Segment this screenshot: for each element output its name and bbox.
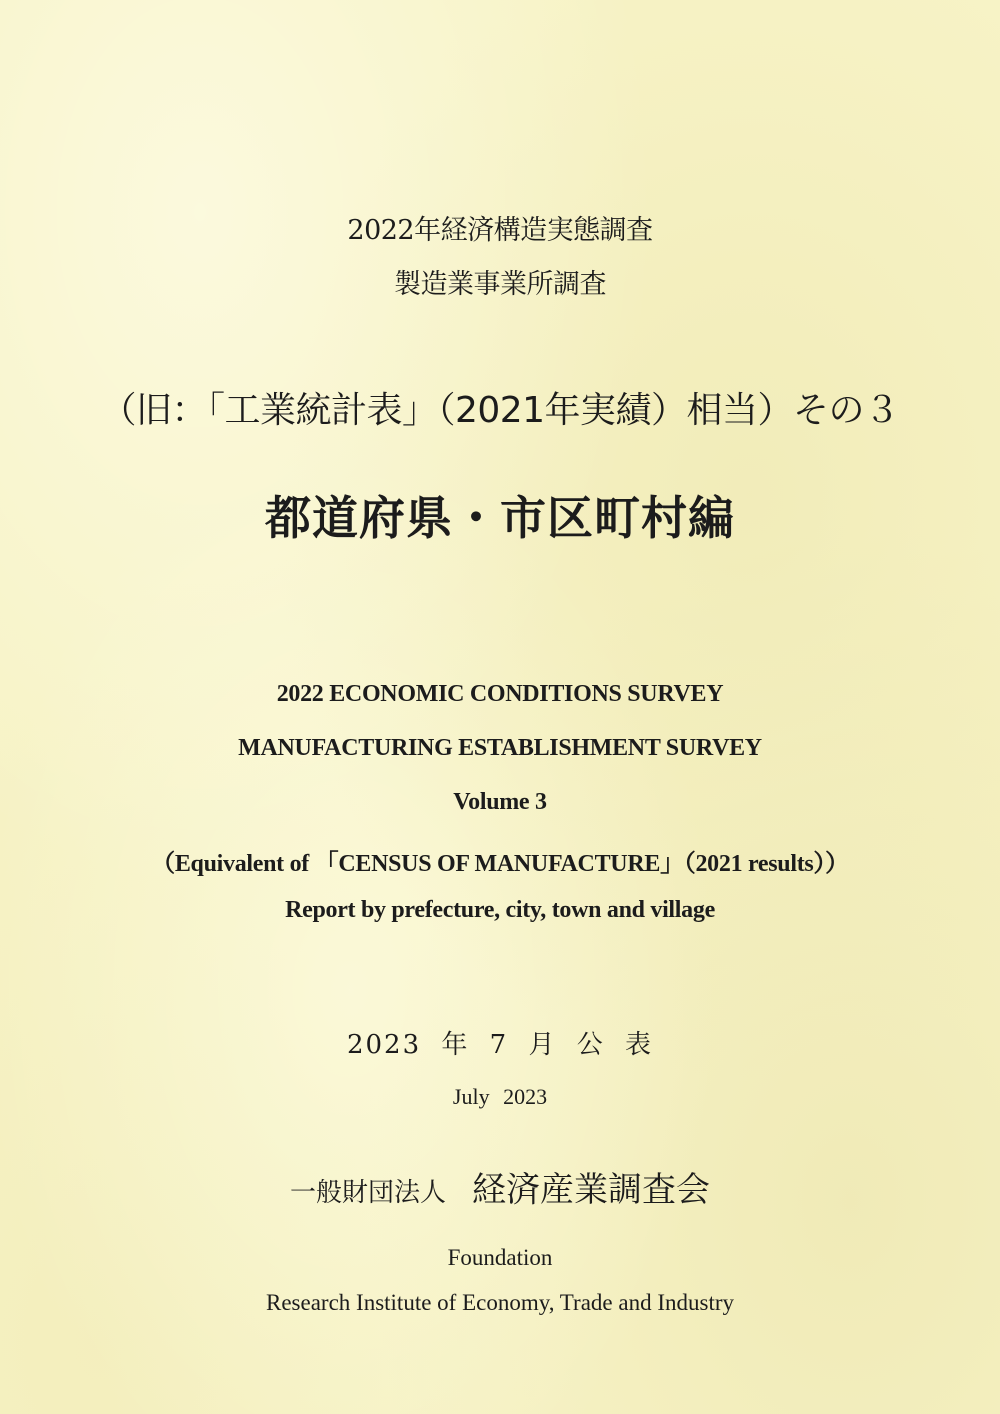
en-publisher-line2: Research Institute of Economy, Trade and Industry bbox=[266, 1290, 734, 1315]
jp-survey-title-line2: 製造業事業所調査 bbox=[394, 269, 606, 300]
jp-publisher-name: 経済産業調査会 bbox=[472, 1170, 710, 1210]
en-survey-title-line2: MANUFACTURING ESTABLISHMENT SURVEY bbox=[238, 735, 762, 761]
en-publish-date: July 2023 bbox=[452, 1084, 548, 1109]
en-volume-number: Volume 3 bbox=[453, 789, 547, 815]
jp-former-title: （旧：「工業統計表」（2021年実績）相当）その３ bbox=[100, 390, 900, 431]
en-report-title: Report by prefecture, city, town and village bbox=[285, 897, 715, 923]
jp-volume-title: 都道府県・市区町村編 bbox=[265, 491, 735, 545]
jp-survey-title-line1: 2022年経済構造実態調査 bbox=[347, 215, 653, 246]
jp-publisher-prefix: 一般財団法人 bbox=[289, 1178, 446, 1208]
en-survey-title-line1: 2022 ECONOMIC CONDITIONS SURVEY bbox=[276, 681, 724, 707]
jp-publish-date: 2023 年 7 月 公 表 bbox=[346, 1030, 654, 1060]
en-equivalent-note: （Equivalent of 「CENSUS OF MANUFACTURE」（2021 results）） bbox=[151, 851, 849, 877]
en-publisher-line1: Foundation bbox=[447, 1245, 553, 1270]
jp-publisher bbox=[0, 1162, 1000, 1211]
